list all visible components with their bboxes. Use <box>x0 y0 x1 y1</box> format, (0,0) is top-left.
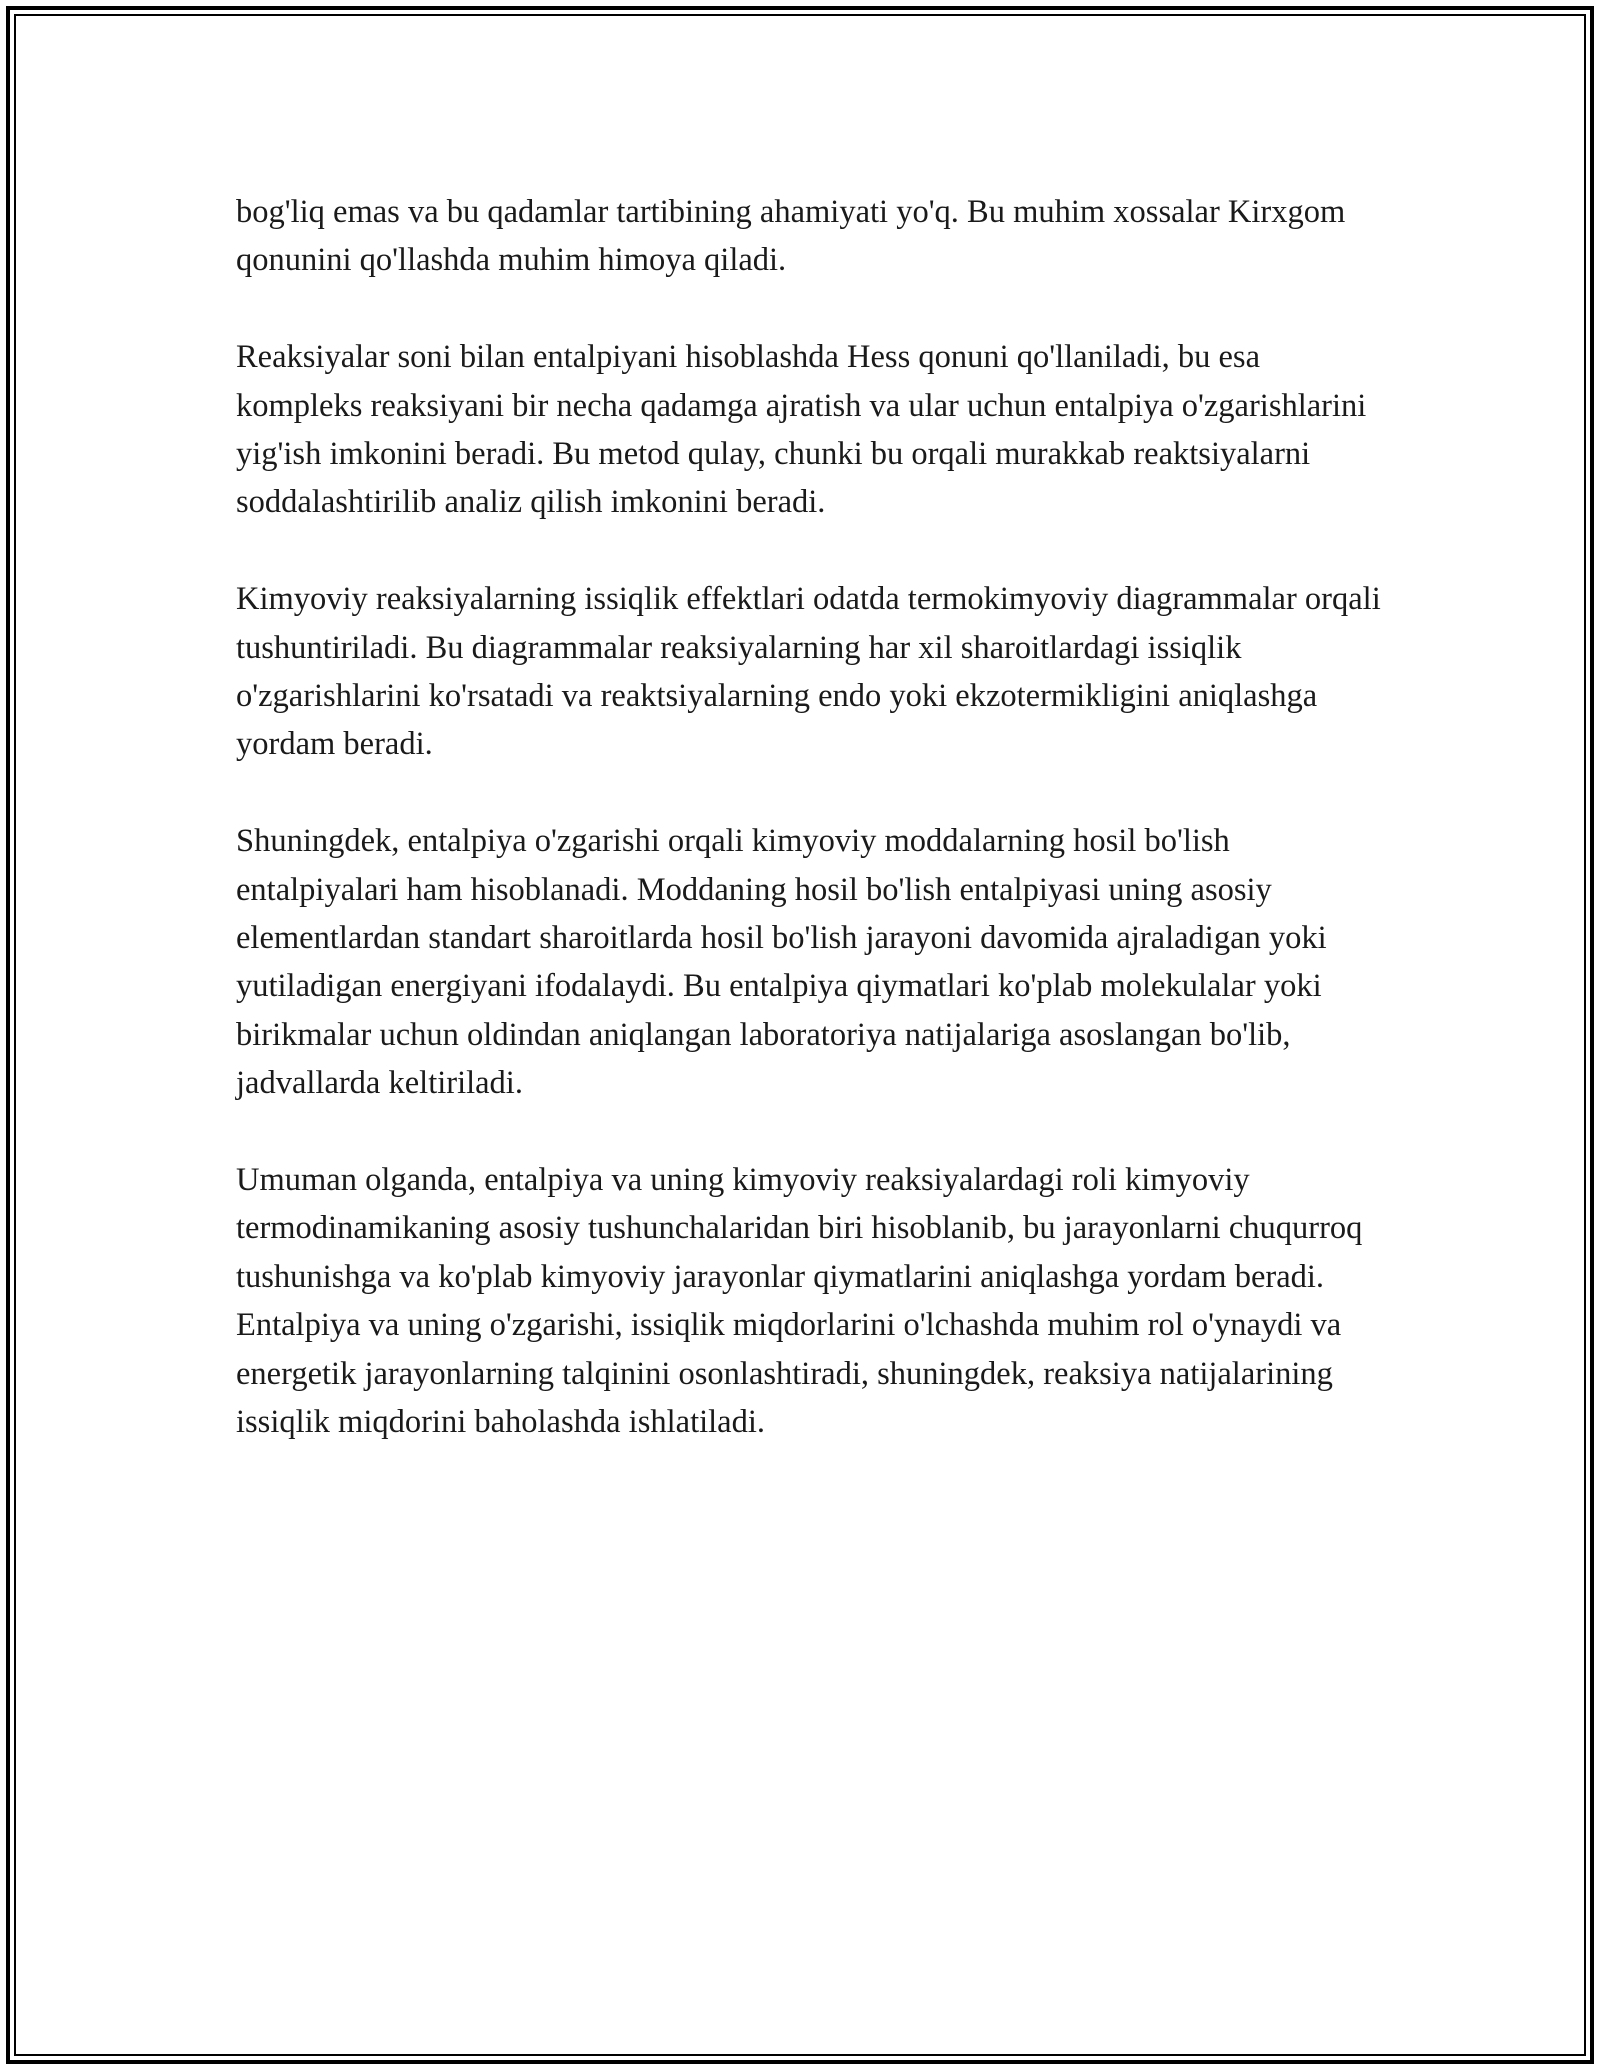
paragraph-3: Kimyoviy reaksiyalarning issiqlik effektlari odatda termokimyoviy diagrammalar orqali tushuntiriladi. Bu diagrammalar reaksiyalarning har xil sharoitlardagi issiqlik o'zgarishlarini ko'rsatadi va reaktsiyalarning endo yoki ekzotermikligini aniqlashga yordam beradi. <box>236 581 1381 763</box>
paragraph-2: Reaksiyalar soni bilan entalpiyani hisoblashda Hess qonuni qo'llaniladi, bu esa kompleks reaksiyani bir necha qadamga ajratish va ular uchun entalpiya o'zgarishlarini yig'ish imkonini beradi. Bu metod qulay, chunki bu orqali murakkab reaktsiyalarni soddalashtirilib analiz qilish imkonini beradi. <box>236 339 1367 521</box>
paragraph-5: Umuman olganda, entalpiya va uning kimyoviy reaksiyalardagi roli kimyoviy termodinamikaning asosiy tushunchalaridan biri hisoblanib, bu jarayonlarni chuqurroq tushunishga va ko'plab kimyoviy jarayonlar qiymatlarini aniqlashga yordam beradi. Entalpiya va uning o'zgarishi, issiqlik miqdorlarini o'lchashda muhim rol o'ynaydi va energetik jarayonlarning talqinini osonlashtiradi, shuningdek, reaksiya natijalarining issiqlik miqdorini baholashda ishlatiladi. <box>236 1162 1363 1441</box>
document-body <box>236 188 1386 1495</box>
paragraph-1: bog'liq emas va bu qadamlar tartibining ahamiyati yo'q. Bu muhim xossalar Kirxgom qonunini qo'llashda muhim himoya qiladi. <box>236 194 1346 279</box>
paragraph-4: Shuningdek, entalpiya o'zgarishi orqali kimyoviy moddalarning hosil bo'lish entalpiyalari ham hisoblanadi. Moddaning hosil bo'lish entalpiyasi uning asosiy elementlardan standart sharoitlarda hosil bo'lish jarayoni davomida ajraladigan yoki yutiladigan energiyani ifodalaydi. Bu entalpiya qiymatlari ko'plab molekulalar yoki birikmalar uchun oldindan aniqlangan laboratoriya natijalariga asoslangan bo'lib, jadvallarda keltiriladi. <box>236 823 1327 1102</box>
